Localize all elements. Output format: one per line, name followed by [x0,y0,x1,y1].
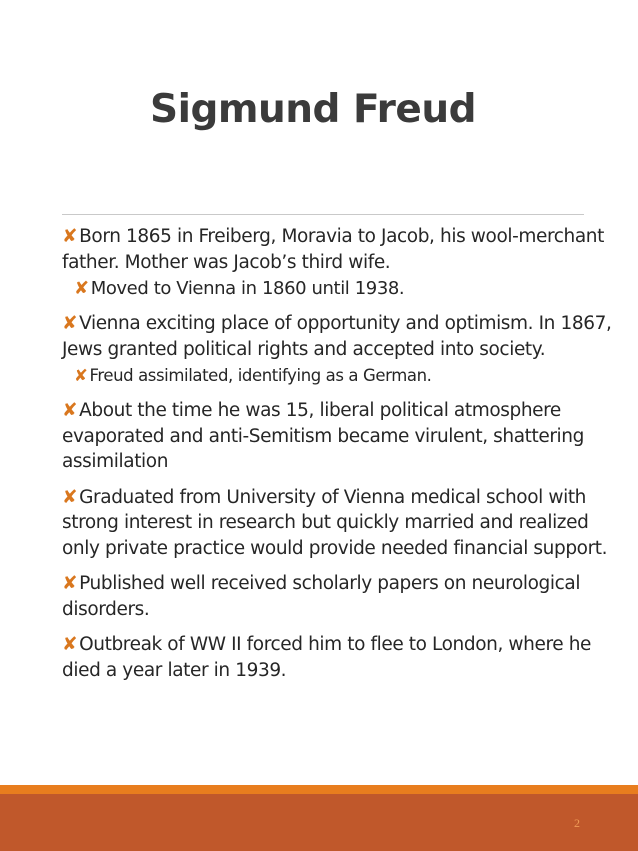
title-divider [62,214,584,215]
bullet-item [62,485,617,562]
bullet-item [62,398,617,475]
x-bullet-icon: ✘ [62,486,78,508]
footer-accent-bar [0,785,638,794]
bullet-text: Outbreak of WW II forced him to flee to London, where he died a year later in 1939. [62,634,592,681]
sub-bullet-item [62,276,617,301]
bullet-item [62,632,617,683]
bullet-item [62,571,617,622]
x-bullet-icon: ✘ [74,278,89,299]
x-bullet-icon: ✘ [62,573,78,594]
bullet-text: Graduated from University of Vienna medical school with strong interest in research but quickly married and realized only private practice would provide needed financial support. [62,486,608,559]
sub-bullet-text: Moved to Vienna in 1860 until 1938. [90,278,405,299]
bullet-item [62,224,617,301]
bullet-text: Vienna exciting place of opportunity and optimism. In 1867, Jews granted political rights and accepted into society. [62,313,612,360]
bullet-item [62,311,617,388]
sub-bullet-text: Freud assimilated, identifying as a German. [89,366,432,385]
x-bullet-icon: ✘ [62,313,78,334]
bullet-list [62,224,617,693]
bullet-text: Published well received scholarly papers on neurological disorders. [62,573,581,620]
x-bullet-icon: ✘ [62,226,78,247]
x-bullet-icon: ✘ [62,400,78,421]
x-bullet-icon: ✘ [62,634,78,655]
bullet-text: Born 1865 in Freiberg, Moravia to Jacob, his wool-merchant father. Mother was Jacob’s third wife. [62,226,604,273]
sub-bullet-item [62,363,617,388]
page-number: 2 [574,816,580,830]
bullet-text: About the time he was 15, liberal political atmosphere evaporated and anti-Semitism became virulent, shattering assimilation [62,400,584,472]
footer-bar [0,794,638,851]
slide-title: Sigmund Freud [150,87,477,132]
x-bullet-icon: ✘ [74,366,88,385]
